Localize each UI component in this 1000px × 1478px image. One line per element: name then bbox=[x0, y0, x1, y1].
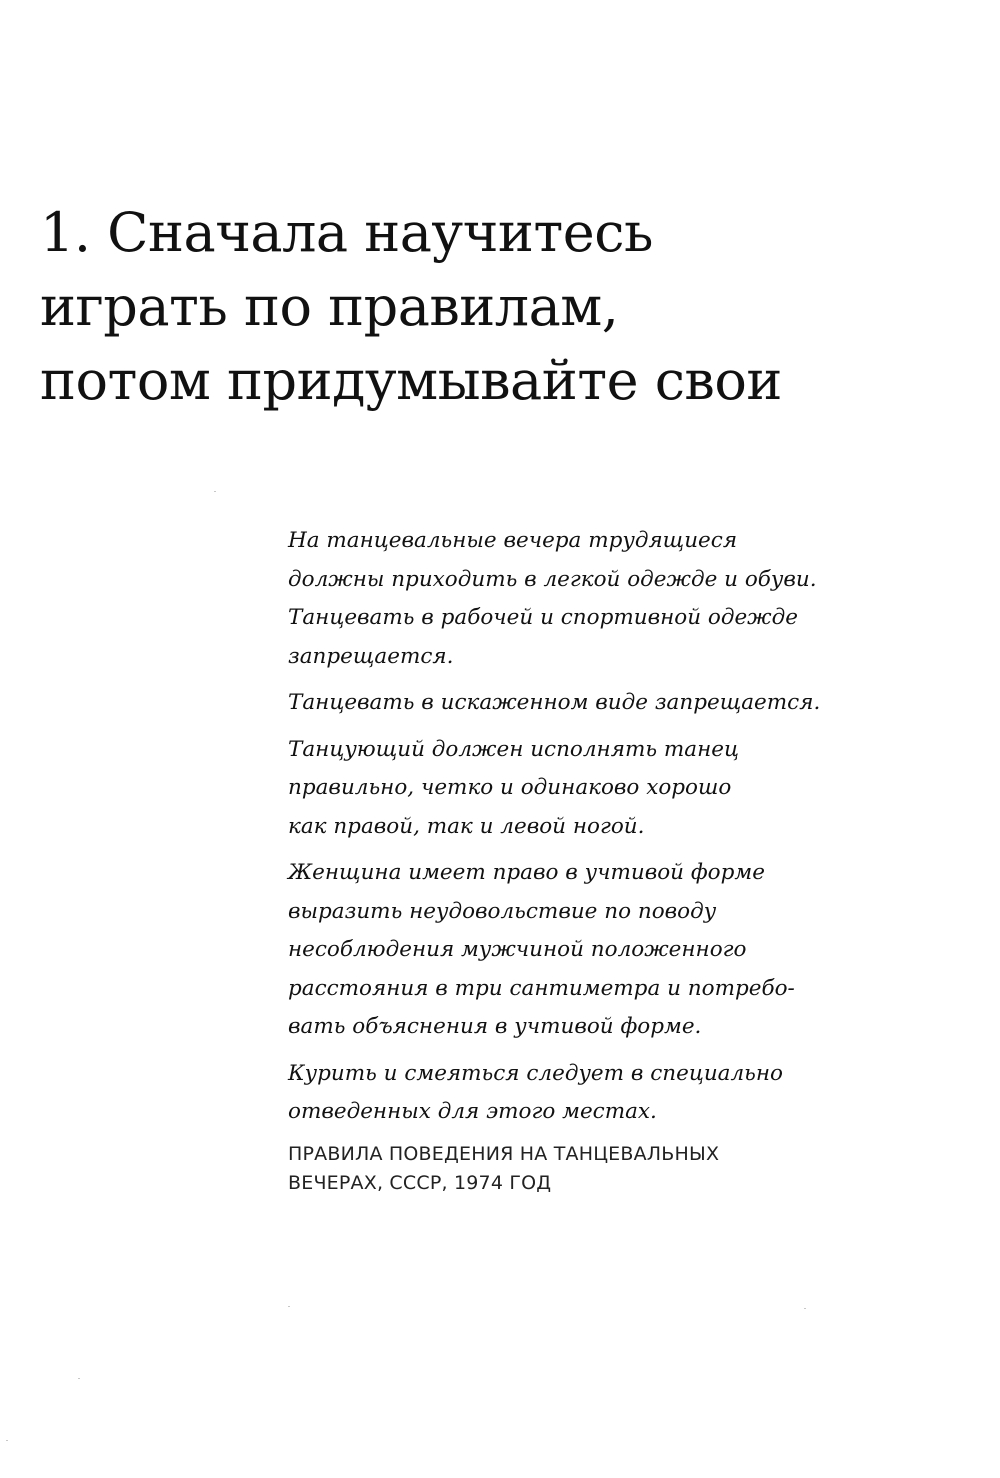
chapter-title-line: 1. Сначала научитесь bbox=[40, 201, 653, 264]
epigraph-line: Танцующий должен исполнять танец bbox=[288, 736, 739, 762]
epigraph-paragraph bbox=[288, 731, 848, 847]
epigraph-source-line: ВЕЧЕРАХ, СССР, 1974 ГОД bbox=[288, 1171, 552, 1194]
epigraph-line: На танцевальные вечера трудящиеся bbox=[288, 528, 738, 553]
epigraph-line: правильно, четко и одинаково хорошо bbox=[288, 775, 732, 800]
chapter-title-line: потом придумывайте свои bbox=[40, 349, 782, 412]
epigraph-line: расстояния в три сантиметра и потребо- bbox=[288, 975, 795, 1001]
epigraph-line: Курить и смеяться следует в специально bbox=[288, 1060, 783, 1086]
epigraph-line: Женщина имеет право в учтивой форме bbox=[288, 860, 765, 885]
epigraph-line: отведенных для этого местах. bbox=[288, 1099, 657, 1124]
epigraph-paragraph bbox=[288, 684, 848, 723]
epigraph-line: Танцевать в искаженном виде запрещается. bbox=[288, 690, 821, 715]
epigraph-line: Танцевать в рабочей и спортивной одежде bbox=[288, 605, 798, 630]
epigraph-source-line: ПРАВИЛА ПОВЕДЕНИЯ НА ТАНЦЕВАЛЬНЫХ bbox=[288, 1142, 720, 1165]
scan-speck bbox=[78, 1378, 80, 1379]
epigraph-paragraph bbox=[288, 522, 848, 676]
epigraph-paragraph bbox=[288, 1055, 848, 1132]
epigraph-line: запрещается. bbox=[288, 643, 454, 669]
scan-speck bbox=[6, 1440, 8, 1441]
epigraph-line: как правой, так и левой ногой. bbox=[288, 813, 645, 839]
scan-speck bbox=[804, 1308, 806, 1309]
epigraph-line: вать объяснения в учтивой форме. bbox=[288, 1014, 702, 1039]
scan-speck bbox=[214, 491, 216, 492]
epigraph-line: несоблюдения мужчиной положенного bbox=[288, 937, 747, 962]
chapter-title-line: играть по правилам, bbox=[40, 275, 619, 338]
epigraph-paragraph bbox=[288, 854, 848, 1047]
epigraph bbox=[288, 522, 848, 1198]
chapter-title bbox=[40, 196, 940, 418]
epigraph-line: должны приходить в легкой одежде и обуви. bbox=[288, 566, 817, 592]
epigraph-line: выразить неудовольствие по поводу bbox=[288, 898, 717, 924]
epigraph-source bbox=[288, 1140, 848, 1198]
scan-speck bbox=[288, 1306, 290, 1307]
